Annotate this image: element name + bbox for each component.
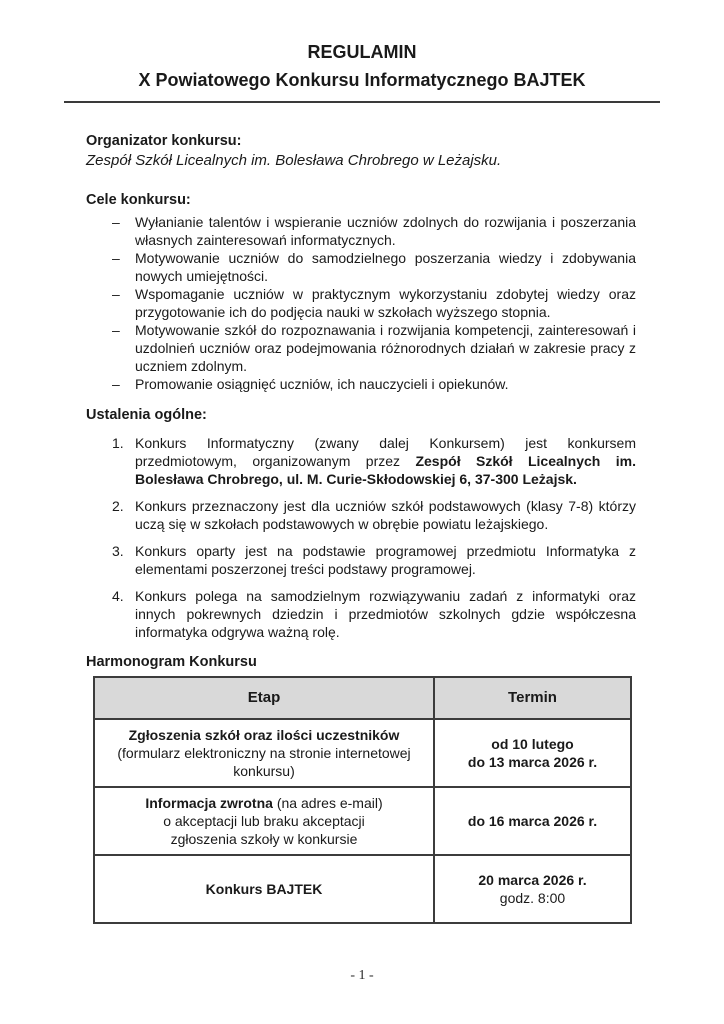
termin-time: godz. 8:00: [499, 890, 566, 906]
organizer-heading: Organizator konkursu:: [86, 133, 242, 149]
page-number: - 1 -: [350, 968, 374, 983]
general-rule-item: [86, 542, 636, 578]
general-rules-heading: Ustalenia ogólne:: [86, 407, 207, 423]
termin-line: do 13 marca 2026 r.: [467, 754, 598, 770]
general-rules-list: [86, 434, 636, 641]
goal-item: [86, 375, 636, 393]
goal-item: [86, 249, 636, 285]
etap-note: o akceptacji lub braku akceptacji: [163, 813, 365, 829]
general-rule-text: Konkurs przeznaczony jest dla uczniów szkół podstawowych (klasy 7-8) którzy uczą się w szkołach podstawowych w obrębie powiatu leżajskiego.: [135, 498, 636, 532]
table-header-row: [94, 677, 631, 719]
dash-marker: –: [112, 214, 120, 230]
list-number: 4.: [112, 588, 124, 604]
dash-marker: –: [112, 250, 120, 266]
general-rule-text: Konkurs oparty jest na podstawie programowej przedmiotu Informatyka z elementami poszerzonej treści podstawy programowej.: [135, 543, 636, 577]
termin-cell: [434, 855, 631, 923]
etap-title-line: [101, 794, 427, 812]
column-header-etap: Etap: [94, 677, 434, 719]
document-body: [86, 131, 636, 924]
etap-title: Zgłoszenia szkół oraz ilości uczestników: [128, 727, 400, 743]
list-number: 3.: [112, 543, 124, 559]
organizer-section: [86, 131, 636, 171]
etap-cell: [94, 787, 434, 855]
schedule-table: [93, 676, 632, 924]
termin-cell: do 16 marca 2026 r.: [434, 787, 631, 855]
title-line-1: REGULAMIN: [307, 42, 417, 62]
etap-note: zgłoszenia szkoły w konkursie: [170, 831, 358, 847]
title-line-2: X Powiatowego Konkursu Informatycznego BAJTEK: [138, 70, 586, 90]
etap-title: Informacja zwrotna: [145, 795, 273, 811]
general-rule-text: Konkurs polega na samodzielnym rozwiązywaniu zadań z informatyki oraz innych pokrewnych dziedzin i przedmiotów szkolnych gdzie współczesna informatyka odgrywa ważną rolę.: [135, 588, 636, 640]
termin-line: 20 marca 2026 r.: [478, 872, 587, 888]
goal-item-text: Wyłanianie talentów i wspieranie uczniów zdolnych do rozwijania i poszerzania własnych zainteresowań informatycznych.: [135, 214, 636, 248]
etap-note-inline: (na adres e-mail): [272, 795, 383, 811]
goal-item-text: Promowanie osiągnięć uczniów, ich nauczycieli i opiekunów.: [135, 376, 509, 392]
schedule-heading: Harmonogram Konkursu: [86, 654, 257, 670]
list-number: 2.: [112, 498, 124, 514]
etap-cell: [94, 719, 434, 787]
column-header-termin: Termin: [434, 677, 631, 719]
general-rule-item: [86, 497, 636, 533]
dash-marker: –: [112, 286, 120, 302]
general-rule-text-normal: Konkurs Informatyczny (zwany dalej Konkursem) jest konkursem przedmiotowym, organizowanym przez: [135, 435, 636, 469]
dash-marker: –: [112, 376, 120, 392]
goal-item: [86, 213, 636, 249]
table-row: [94, 787, 631, 855]
document-title-block: [64, 0, 660, 103]
list-number: 1.: [112, 435, 124, 451]
general-rule-text-bold: Zespół Szkół Licealnych im. Bolesława Chrobrego, ul. M. Curie-Skłodowskiej 6, 37-300 Leżajsk.: [135, 453, 636, 487]
goals-list: [86, 213, 636, 393]
etap-cell: Konkurs BAJTEK: [94, 855, 434, 923]
table-row: [94, 719, 631, 787]
general-rule-text: [135, 435, 636, 487]
general-rule-item: [86, 587, 636, 641]
goal-item-text: Motywowanie szkół do rozpoznawania i rozwijania kompetencji, zainteresowań i uzdolnień uczniów oraz podejmowania różnorodnych działań w zakresie pracy z uczniem zdolnym.: [135, 322, 636, 374]
goal-item: [86, 285, 636, 321]
dash-marker: –: [112, 322, 120, 338]
goal-item: [86, 321, 636, 375]
goal-item-text: Motywowanie uczniów do samodzielnego poszerzania wiedzy i zdobywania nowych umiejętności.: [135, 250, 636, 284]
termin-cell: [434, 719, 631, 787]
goal-item-text: Wspomaganie uczniów w praktycznym wykorzystaniu zdobytej wiedzy oraz przygotowanie ich do podjęcia nauki w szkołach wyższego stopnia.: [135, 286, 636, 320]
general-rule-item: [86, 434, 636, 488]
goals-heading: Cele konkursu:: [86, 192, 191, 208]
table-row: [94, 855, 631, 923]
etap-note: (formularz elektroniczny na stronie internetowej konkursu): [117, 745, 411, 779]
organizer-name: Zespół Szkół Licealnych im. Bolesława Chrobrego w Leżajsku.: [86, 152, 502, 169]
termin-line: od 10 lutego: [491, 736, 574, 752]
